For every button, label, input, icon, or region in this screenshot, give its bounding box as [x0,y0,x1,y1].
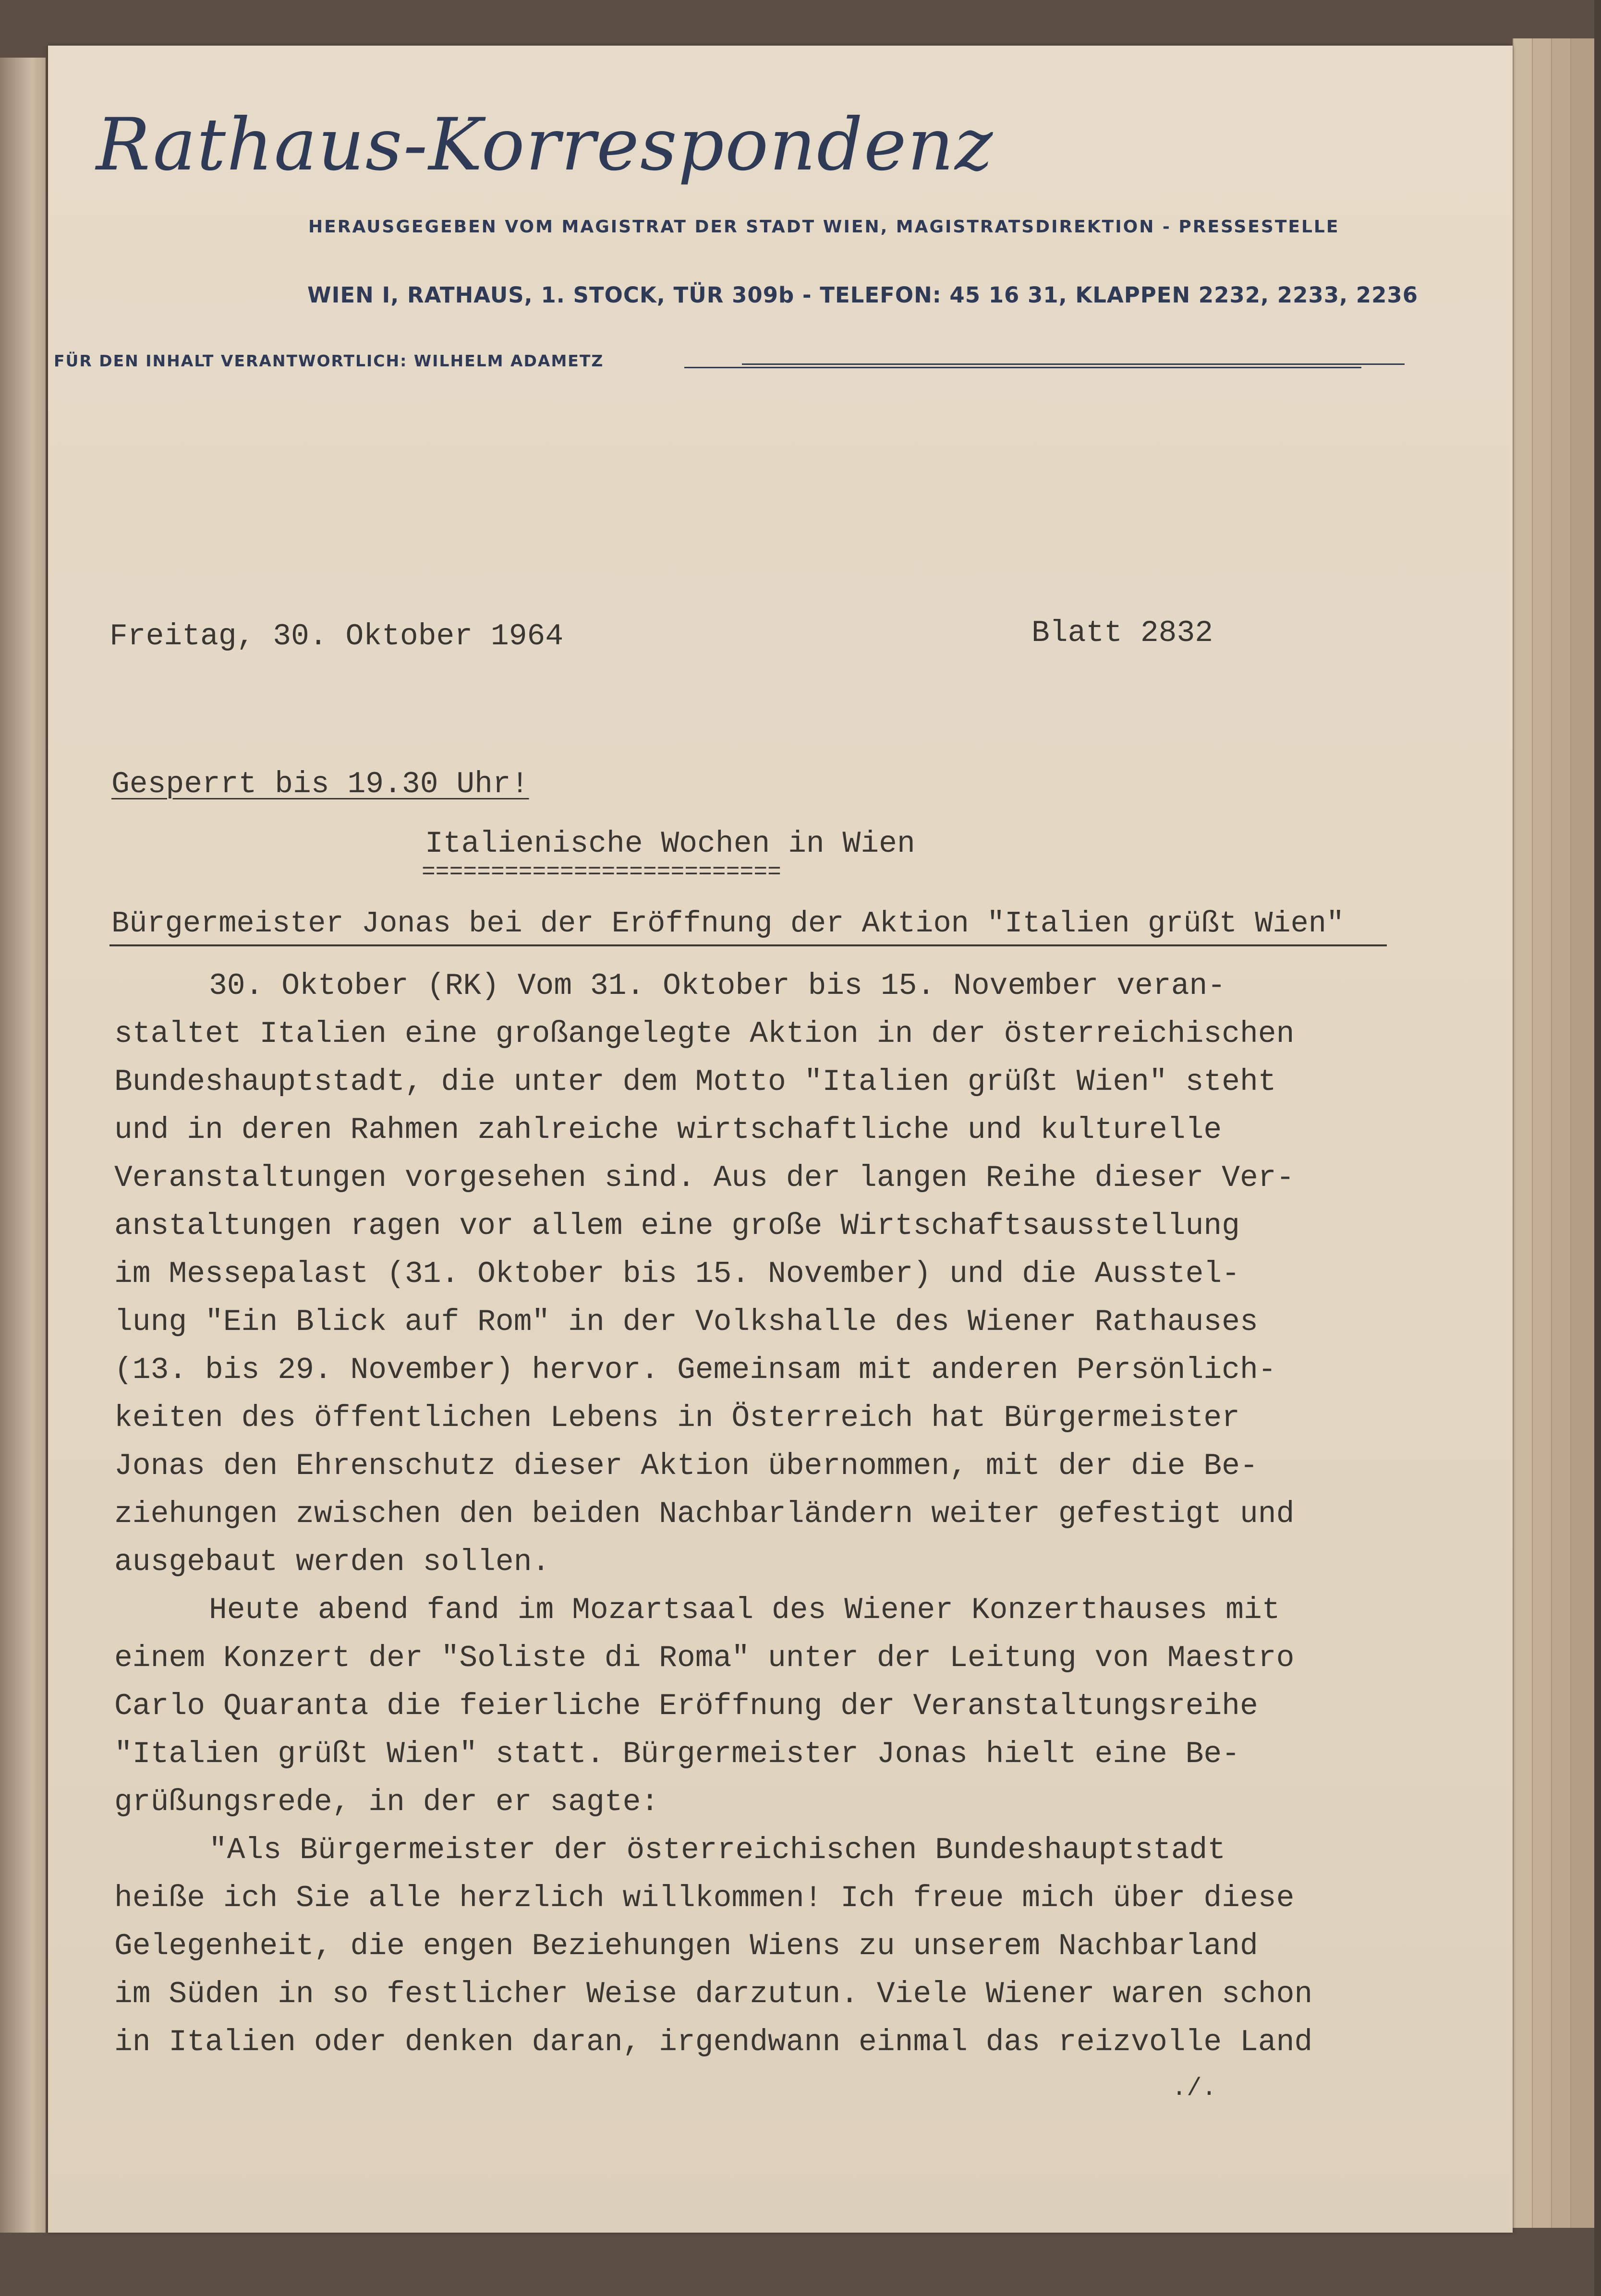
body-line: "Als Bürgermeister der österreichischen Bundeshauptstadt [209,1833,1226,1867]
body-line: Veranstaltungen vorgesehen sind. Aus der langen Reihe dieser Ver- [114,1161,1295,1195]
body-line: in Italien oder denken daran, irgendwann einmal das reizvolle Land [114,2025,1313,2059]
page-edge [1532,38,1552,2228]
body-line: ziehungen zwischen den beiden Nachbarländern weiter gefestigt und [114,1497,1295,1531]
body-line: Carlo Quaranta die feierliche Eröffnung der Veranstaltungsreihe [114,1689,1258,1723]
body-line: Jonas den Ehrenschutz dieser Aktion übernommen, mit der die Be- [114,1449,1258,1483]
body-line: "Italien grüßt Wien" statt. Bürgermeister Jonas hielt eine Be- [114,1737,1240,1771]
embargo-note: Gesperrt bis 19.30 Uhr! [111,767,529,801]
sheet-number: Blatt 2832 [1031,616,1213,650]
body-line: und in deren Rahmen zahlreiche wirtschaftliche und kulturelle [114,1113,1222,1147]
body-line: im Süden in so festlicher Weise darzutun. Viele Wiener waren schon [114,1977,1313,2011]
header-rule [684,367,1361,368]
body-line: (13. bis 29. November) hervor. Gemeinsam mit anderen Persönlich- [114,1353,1276,1387]
body-line: im Messepalast (31. Oktober bis 15. November) und die Ausstel- [114,1257,1240,1291]
headline: Italienische Wochen in Wien [425,827,915,861]
body-line: Gelegenheit, die engen Beziehungen Wiens zu unserem Nachbarland [114,1929,1258,1963]
body-line: staltet Italien eine großangelegte Aktion in der österreichischen [114,1017,1295,1051]
masthead-title: Rathaus-Korrespondenz [96,103,994,187]
responsible-line: FÜR DEN INHALT VERANTWORTLICH: WILHELM ADAMETZ [54,351,604,370]
subheadline: Bürgermeister Jonas bei der Eröffnung der Aktion "Italien grüßt Wien" [111,906,1345,941]
body-line: heiße ich Sie alle herzlich willkommen! Ich freue mich über diese [114,1881,1295,1915]
headline-rule: ========================== [422,859,781,885]
header-rule [742,363,1405,365]
facing-page-edge [0,58,46,2233]
page-edge [1551,38,1571,2228]
background-stripe [1594,0,1601,2296]
body-line: grüßungsrede, in der er sagte: [114,1785,659,1819]
body-line: ausgebaut werden sollen. [114,1545,550,1579]
issue-date: Freitag, 30. Oktober 1964 [109,619,564,653]
publisher-line: HERAUSGEGEBEN VOM MAGISTRAT DER STADT WIEN, MAGISTRATSDIREKTION - PRESSESTELLE [308,217,1340,237]
body-line: einem Konzert der "Soliste di Roma" unter der Leitung von Maestro [114,1641,1295,1675]
subheadline-rule [109,944,1387,946]
page-edge [1570,38,1595,2228]
address-line: WIEN I, RATHAUS, 1. STOCK, TÜR 309b - TELEFON: 45 16 31, KLAPPEN 2232, 2233, 2236 [307,282,1419,308]
body-line: 30. Oktober (RK) Vom 31. Oktober bis 15. November veran- [209,969,1226,1003]
body-line: Heute abend fand im Mozartsaal des Wiener Konzerthauses mit [209,1593,1280,1627]
body-line: keiten des öffentlichen Lebens in Österreich hat Bürgermeister [114,1401,1240,1435]
body-line: Bundeshauptstadt, die unter dem Motto "Italien grüßt Wien" steht [114,1065,1276,1099]
body-line: lung "Ein Blick auf Rom" in der Volkshalle des Wiener Rathauses [114,1305,1258,1339]
continuation-mark: ./. [1172,2074,1217,2103]
page-edge [1513,38,1533,2228]
body-line: anstaltungen ragen vor allem eine große Wirtschaftsausstellung [114,1209,1240,1243]
